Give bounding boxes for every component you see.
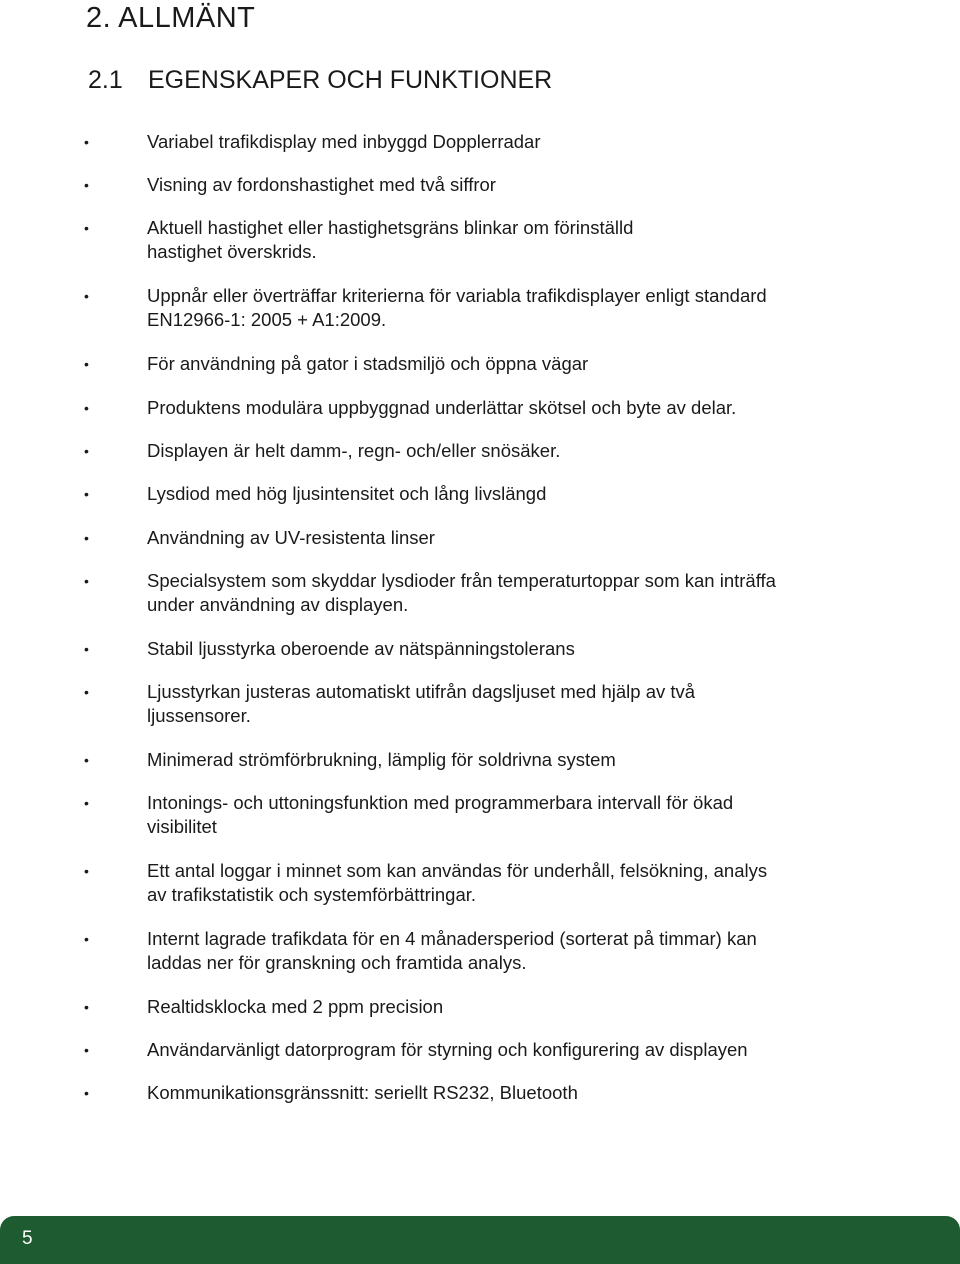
section-title: EGENSKAPER OCH FUNKTIONER (148, 66, 553, 94)
page-footer-bar (0, 1216, 960, 1264)
list-item-text: Användning av UV-resistenta linser (147, 527, 435, 548)
list-item-text: För användning på gator i stadsmiljö och öppna vägar (147, 353, 589, 374)
list-item-text: Uppnår eller överträffar kriterierna för variabla trafikdisplayer enligt standard EN12966-1: 2005 + A1:2009. (147, 285, 767, 330)
bullet-icon: • (84, 752, 89, 768)
bullet-icon: • (84, 863, 89, 879)
list-item-text: Specialsystem som skyddar lysdioder från temperaturtoppar som kan inträffa under användning av displayen. (147, 570, 776, 615)
bullet-icon: • (84, 1042, 89, 1058)
list-item-text: Stabil ljusstyrka oberoende av nätspänningstolerans (147, 638, 575, 659)
list-item-text: Produktens modulära uppbyggnad underlättar skötsel och byte av delar. (147, 397, 737, 418)
bullet-icon: • (84, 134, 89, 150)
list-item-text: Variabel trafikdisplay med inbyggd Dopplerradar (147, 131, 541, 152)
list-item-text: Aktuell hastighet eller hastighetsgräns blinkar om förinställd hastighet överskrids. (147, 217, 634, 262)
list-item-text: Intonings- och uttoningsfunktion med programmerbara intervall för ökad visibilitet (147, 792, 734, 837)
bullet-icon: • (84, 795, 89, 811)
list-item-text: Internt lagrade trafikdata för en 4 månadersperiod (sorterat på timmar) kan laddas ner för granskning och framtida analys. (147, 928, 757, 973)
bullet-icon: • (84, 684, 89, 700)
bullet-icon: • (84, 177, 89, 193)
list-item-text: Minimerad strömförbrukning, lämplig för soldrivna system (147, 749, 616, 770)
section-heading (88, 66, 552, 95)
bullet-icon: • (84, 931, 89, 947)
bullet-icon: • (84, 573, 89, 589)
list-item-text: Användarvänligt datorprogram för styrning och konfigurering av displayen (147, 1039, 748, 1060)
page-number: 5 (22, 1228, 33, 1249)
list-item-text: Ljusstyrkan justeras automatiskt utifrån dagsljuset med hjälp av två ljussensorer. (147, 681, 696, 726)
bullet-icon: • (84, 220, 89, 236)
bullet-icon: • (84, 1085, 89, 1101)
bullet-icon: • (84, 288, 89, 304)
section-number: 2.1 (88, 66, 123, 94)
chapter-heading: 2. ALLMÄNT (86, 2, 256, 34)
list-item-text: Lysdiod med hög ljusintensitet och lång livslängd (147, 483, 547, 504)
bullet-icon: • (84, 641, 89, 657)
list-item-text: Visning av fordonshastighet med två siffror (147, 174, 496, 195)
bullet-icon: • (84, 999, 89, 1015)
bullet-icon: • (84, 400, 89, 416)
bullet-icon: • (84, 443, 89, 459)
bullet-icon: • (84, 530, 89, 546)
bullet-icon: • (84, 486, 89, 502)
list-item-text: Realtidsklocka med 2 ppm precision (147, 996, 444, 1017)
list-item-text: Kommunikationsgränssnitt: seriellt RS232, Bluetooth (147, 1082, 578, 1103)
list-item-text: Displayen är helt damm-, regn- och/eller snösäker. (147, 440, 561, 461)
bullet-icon: • (84, 356, 89, 372)
list-item-text: Ett antal loggar i minnet som kan användas för underhåll, felsökning, analys av trafikstatistik och systemförbättringar. (147, 860, 768, 905)
